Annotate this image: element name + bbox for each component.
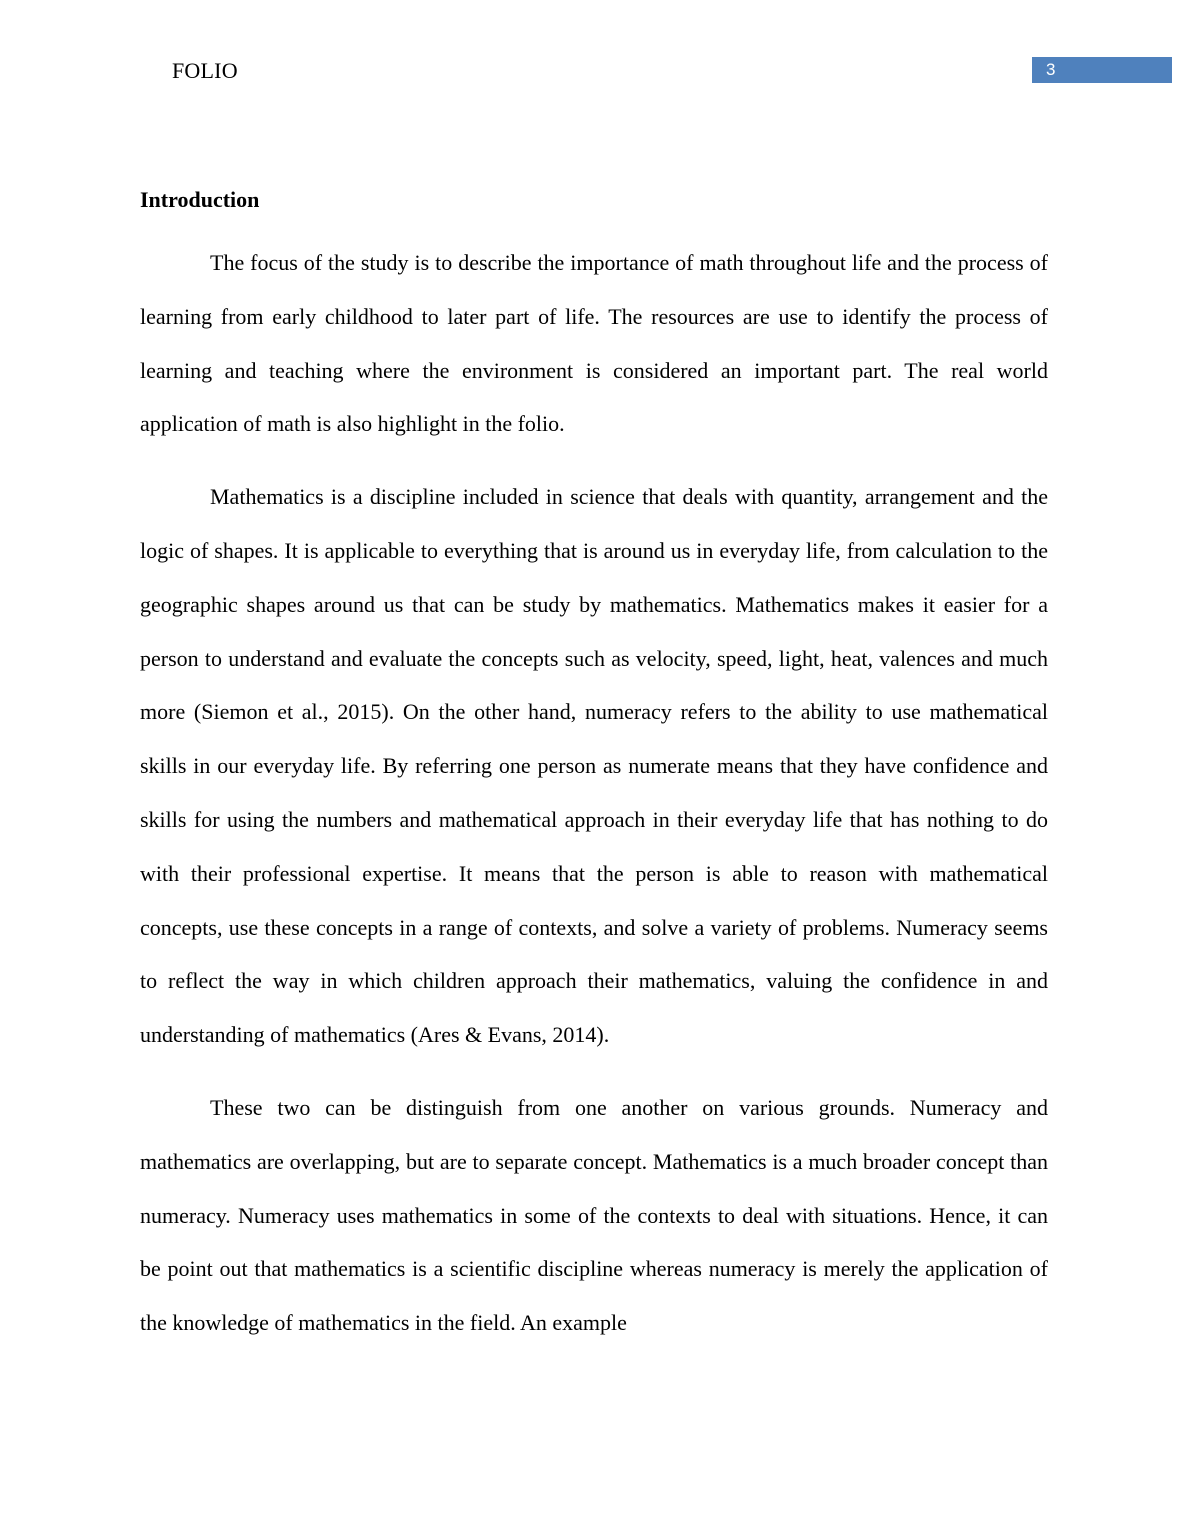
page-number-badge	[1032, 57, 1172, 83]
page-number: 3	[1046, 60, 1056, 79]
running-header-title: FOLIO	[172, 58, 238, 83]
document-body	[140, 182, 1048, 1369]
section-heading: Introduction	[140, 187, 260, 212]
paragraph-2: Mathematics is a discipline included in science that deals with quantity, arrangement and the logic of shapes. It is applicable to everything that is around us in everyday life, from calculation to the geographic shapes around us that can be study by mathematics. Mathematics makes it easier for a person to understand and evaluate the concepts such as velocity, speed, light, heat, valences and much more (Siemon et al., 2015). On the other hand, numeracy refers to the ability to use mathematical skills in our everyday life. By referring one person as numerate means that they have confidence and skills for using the numbers and mathematical approach in their everyday life that has nothing to do with their professional expertise. It means that the person is able to reason with mathematical concepts, use these concepts in a range of contexts, and solve a variety of problems. Numeracy seems to reflect the way in which children approach their mathematics, valuing the confidence in and understanding of mathematics (Ares & Evans, 2014).	[140, 484, 1048, 1048]
paragraph-3: These two can be distinguish from one another on various grounds. Numeracy and mathematics are overlapping, but are to separate concept. Mathematics is a much broader concept than numeracy. Numeracy uses mathematics in some of the contexts to deal with situations. Hence, it can be point out that mathematics is a scientific discipline whereas numeracy is merely the application of the knowledge of mathematics in the field. An example	[140, 1094, 1048, 1336]
paragraph-1: The focus of the study is to describe the importance of math throughout life and the process of learning from early childhood to later part of life. The resources are use to identify the process of learning and teaching where the environment is considered an important part. The real world application of math is also highlight in the folio.	[140, 250, 1048, 437]
